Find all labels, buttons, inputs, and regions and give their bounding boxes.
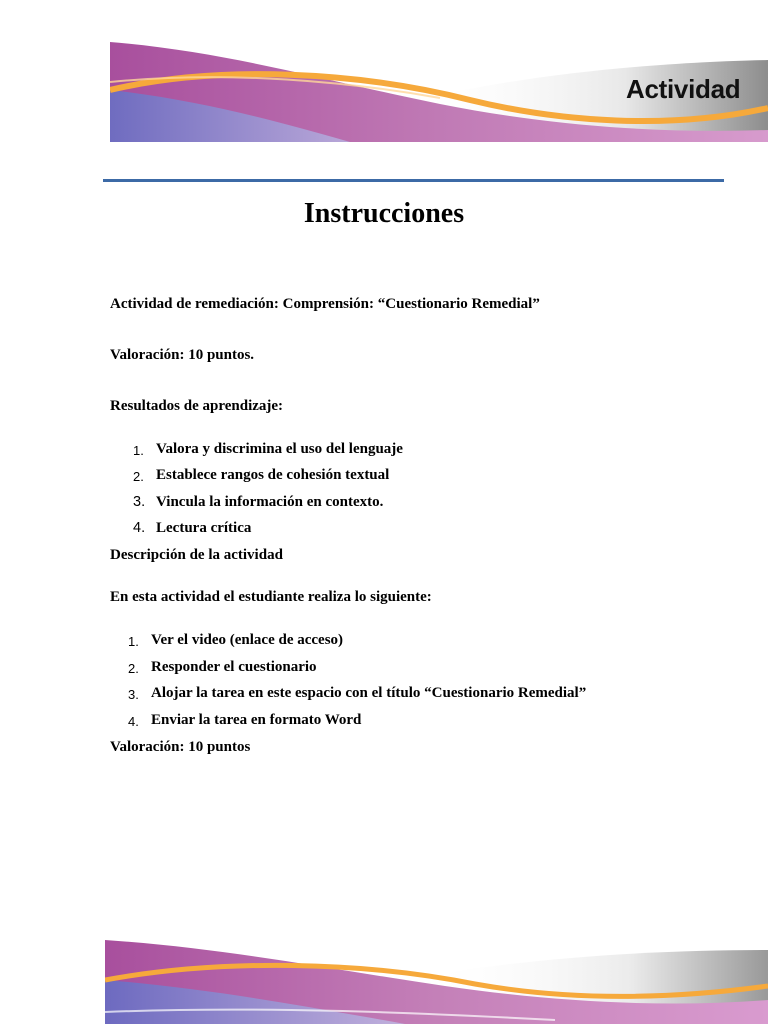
list-item-text: Lectura crítica xyxy=(156,520,252,536)
list-number: 1. xyxy=(133,443,144,458)
steps-heading: En esta actividad el estudiante realiza lo siguiente: xyxy=(110,589,432,605)
list-number: 4. xyxy=(128,714,139,729)
list-item-text: Vincula la información en contexto. xyxy=(156,494,384,510)
list-number: 2. xyxy=(128,661,139,676)
page-title: Instrucciones xyxy=(303,198,465,229)
list-item-text: Ver el video (enlace de acceso) xyxy=(151,632,344,648)
list-number: 2. xyxy=(133,469,144,484)
list-number: 3. xyxy=(133,494,146,510)
valuation-footer-text: Valoración: 10 puntos xyxy=(110,739,251,755)
list-item-text: Enviar la tarea en formato Word xyxy=(151,712,362,728)
list-item-text: Responder el cuestionario xyxy=(151,659,317,675)
list-number: 1. xyxy=(128,634,139,649)
list-item-text: Alojar la tarea en este espacio con el título “Cuestionario Remedial” xyxy=(151,685,587,701)
valuation-text: Valoración: 10 puntos. xyxy=(110,347,255,363)
activity-line: Actividad de remediación: Comprensión: “Cuestionario Remedial” xyxy=(110,296,540,312)
description-heading: Descripción de la actividad xyxy=(110,547,283,563)
list-item-text: Establece rangos de cohesión textual xyxy=(156,467,390,483)
footer-banner-graphic xyxy=(105,936,768,1024)
header-divider xyxy=(103,179,724,182)
list-number: 4. xyxy=(133,520,146,536)
banner-title: Actividad xyxy=(626,74,741,104)
outcomes-heading: Resultados de aprendizaje: xyxy=(110,398,284,414)
list-item-text: Valora y discrimina el uso del lenguaje xyxy=(156,441,403,457)
list-number: 3. xyxy=(128,687,139,702)
